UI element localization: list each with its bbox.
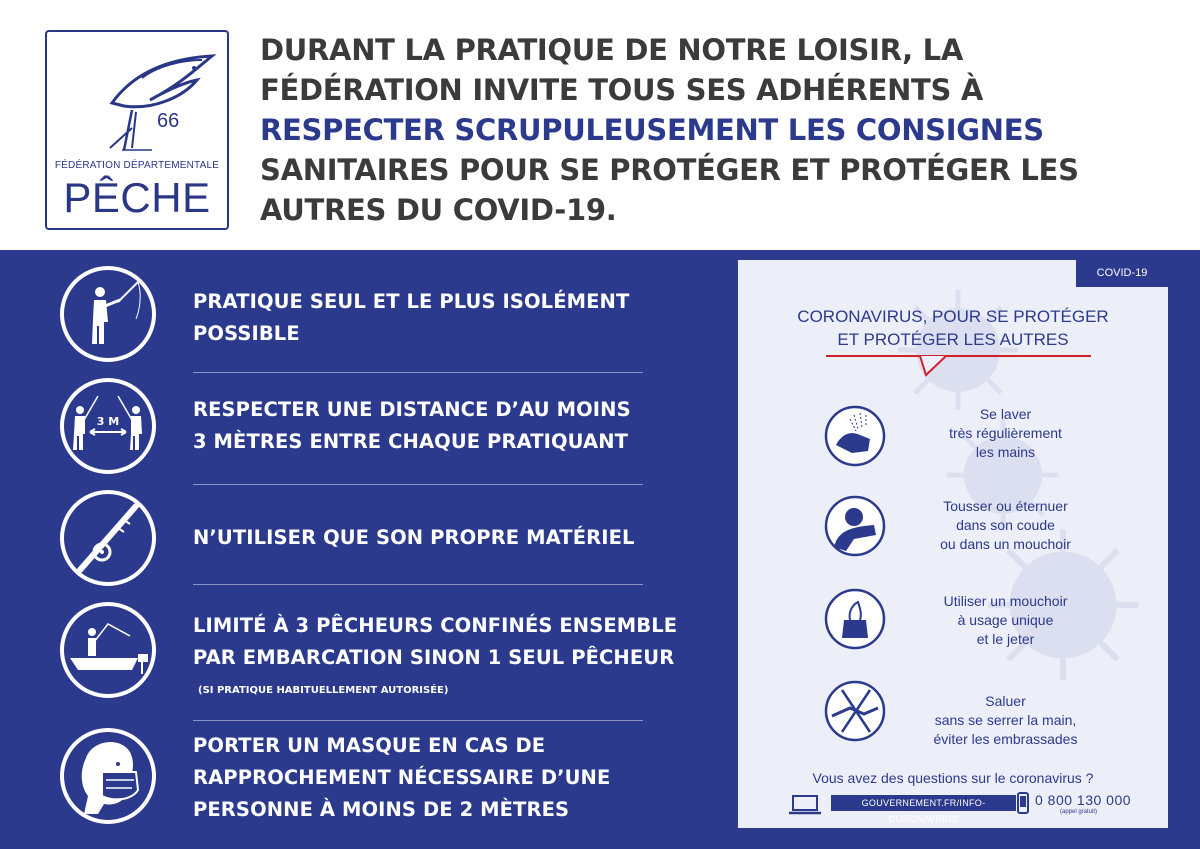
hotline-number[interactable]: 0 800 130 000 [1035, 792, 1132, 808]
gesture-2-line-2: dans son coude [956, 517, 1055, 533]
headline-line-4: SANITAIRES POUR SE PROTÉGER ET PROTÉGER LES [260, 153, 1079, 187]
rule-2-line-1: RESPECTER UNE DISTANCE D’AU MOINS [193, 398, 631, 421]
fish-rod-logo-icon [102, 38, 222, 153]
rule-1-text [193, 286, 713, 350]
rule-4-line-2: PAR EMBARCATION SINON 1 SEUL PÊCHEUR [193, 646, 675, 669]
poster-question: Vous avez des questions sur le coronavirus ? [812, 770, 1094, 786]
no-handshake-icon [824, 680, 886, 742]
rule-3-text [193, 522, 713, 554]
headline-line-3-highlight: RESPECTER SCRUPULEUSEMENT LES CONSIGNES [260, 113, 1044, 147]
logo-number: 66 [157, 110, 180, 132]
gesture-1-line-3: les mains [975, 444, 1036, 460]
divider [193, 372, 643, 373]
rule-4-note: (SI PRATIQUE HABITUELLEMENT AUTORISÉE) [198, 685, 449, 696]
rule-1-line-1: PRATIQUE SEUL ET LE PLUS ISOLÉMENT [193, 290, 630, 313]
gesture-1-line-2: très régulièrement [949, 425, 1062, 441]
distance-anglers-icon [58, 376, 158, 476]
speech-tail-icon [918, 355, 948, 377]
headline [260, 30, 1160, 230]
divider [193, 720, 643, 721]
gesture-2-text [918, 497, 1093, 554]
poster-title-underline [826, 355, 1091, 357]
headline-line-5: AUTRES DU COVID-19. [260, 193, 617, 227]
gesture-2-line-1: Tousser ou éternuer [943, 498, 1068, 514]
rule-4-line-1: LIMITÉ À 3 PÊCHEURS CONFINÉS ENSEMBLE [193, 614, 678, 637]
gesture-1-text [918, 405, 1093, 462]
poster-title-line-2: ET PROTÉGER LES AUTRES [837, 330, 1069, 349]
gesture-4-line-3: éviter les embrassades [933, 731, 1078, 747]
logo-peche: PÊCHE [63, 174, 211, 221]
gesture-4-line-2: sans se serrer la main, [934, 712, 1077, 728]
tissue-icon [824, 588, 886, 650]
federation-logo [45, 30, 229, 230]
virus-bg-icon [888, 280, 1028, 420]
gov-website-link[interactable]: GOUVERNEMENT.FR/INFO-CORONAVIRUS [831, 795, 1016, 811]
gov-poster [738, 260, 1168, 828]
gesture-4-text [918, 692, 1093, 749]
rule-4-text [193, 610, 713, 674]
divider [193, 484, 643, 485]
gesture-4-line-1: Saluer [985, 693, 1026, 709]
headline-line-2: FÉDÉRATION INVITE TOUS SES ADHÉRENTS À [260, 73, 984, 107]
hotline-note: (appel gratuit) [1060, 809, 1098, 815]
poster-title-line-1: CORONAVIRUS, POUR SE PROTÉGER [797, 307, 1109, 326]
fishing-rod-icon [58, 488, 158, 588]
rule-5-text [193, 730, 713, 826]
rule-2-line-2: 3 MÈTRES ENTRE CHAQUE PRATIQUANT [193, 430, 629, 453]
divider [193, 584, 643, 585]
lone-angler-icon [58, 264, 158, 364]
gesture-1-line-1: Se laver [979, 406, 1032, 422]
gesture-2-line-3: ou dans un mouchoir [940, 536, 1071, 552]
face-mask-icon [58, 726, 158, 826]
gesture-3-line-3: et le jeter [976, 631, 1035, 647]
laptop-icon [788, 795, 822, 815]
distance-label: 3 M [96, 415, 120, 428]
rule-5-line-2: RAPPROCHEMENT NÉCESSAIRE D’UNE [193, 766, 611, 789]
gesture-3-text [918, 592, 1093, 649]
fishing-boat-icon [58, 600, 158, 700]
logo-federation: FÉDÉRATION DÉPARTEMENTALE [54, 160, 220, 171]
cough-elbow-icon [824, 495, 886, 557]
rule-1-line-2: POSSIBLE [193, 322, 300, 345]
hand-wash-icon [824, 405, 886, 467]
rule-2-text [193, 394, 713, 458]
rule-3-line-1: N’UTILISER QUE SON PROPRE MATÉRIEL [193, 526, 635, 549]
gesture-3-line-2: à usage unique [957, 612, 1054, 628]
covid-tag: COVID-19 [1076, 260, 1168, 287]
rule-5-line-1: PORTER UN MASQUE EN CAS DE [193, 734, 546, 757]
headline-line-1: DURANT LA PRATIQUE DE NOTRE LOISIR, LA [260, 33, 964, 67]
gesture-3-line-1: Utiliser un mouchoir [943, 593, 1068, 609]
phone-icon [1017, 792, 1029, 814]
rule-5-line-3: PERSONNE À MOINS DE 2 MÈTRES [193, 798, 570, 821]
